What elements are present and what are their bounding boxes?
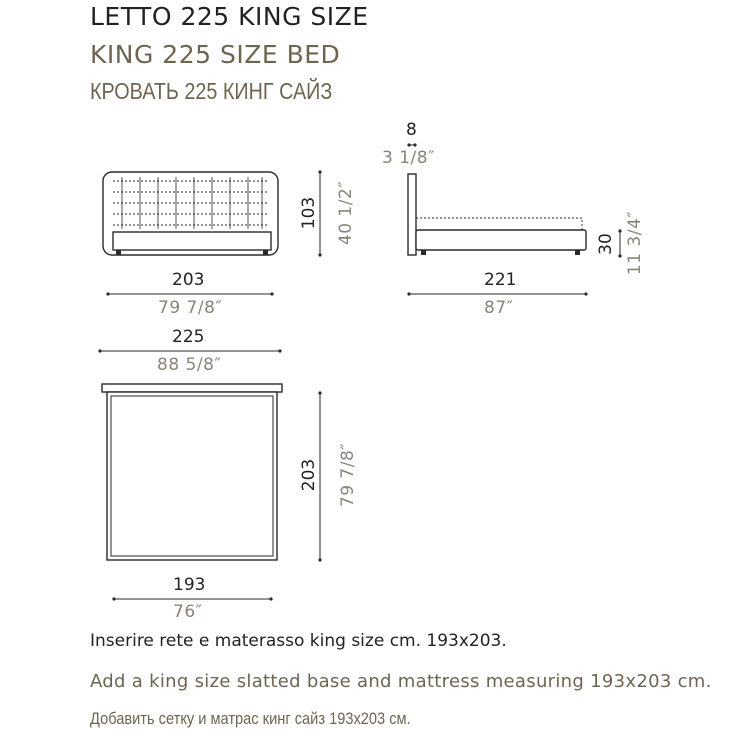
side-bed-base [416,230,586,250]
front-bed-base [113,232,271,250]
side-foot-right [575,250,580,255]
top-view [100,351,320,599]
front-width-in: 79 7/8″ [158,298,223,318]
note-russian: Добавить сетку и матрас кинг сайз 193x203 см. [90,709,411,728]
front-view [103,172,320,294]
side-length-cm: 221 [484,270,517,290]
front-height-cm: 103 [299,196,319,230]
front-foot-right [263,250,268,255]
side-thickness-cm: 8 [406,120,417,140]
note-english: Add a king size slatted base and mattress measuring 193x203 cm. [90,671,712,692]
note-italian: Inserire rete e materasso king size cm. 193x203. [90,631,507,651]
title-english: KING 225 SIZE BED [90,40,341,69]
front-width-cm: 203 [172,270,205,290]
top-inner-width-in: 76″ [173,602,203,622]
top-bed-frame [107,392,277,560]
top-inner-width-cm: 193 [173,575,206,595]
title-italian: LETTO 225 KING SIZE [90,2,369,31]
side-mattress-outline [416,218,582,230]
front-height-in: 40 1/2″ [336,180,356,246]
top-length-in: 79 7/8″ [338,442,358,508]
title-russian: КРОВАТЬ 225 КИНГ САЙЗ [90,78,333,104]
side-length-in: 87″ [484,298,514,318]
front-foot-left [116,250,121,255]
side-height-cm: 30 [596,233,616,255]
top-overall-width-in: 88 5/8″ [157,355,222,375]
side-thickness-in: 3 1/8″ [382,148,435,168]
top-overall-width-cm: 225 [172,327,205,347]
side-headboard [408,174,416,255]
top-length-cm: 203 [299,458,319,492]
side-height-in: 11 3/4″ [625,210,645,276]
side-foot-left [421,250,426,255]
top-headboard [102,384,282,392]
